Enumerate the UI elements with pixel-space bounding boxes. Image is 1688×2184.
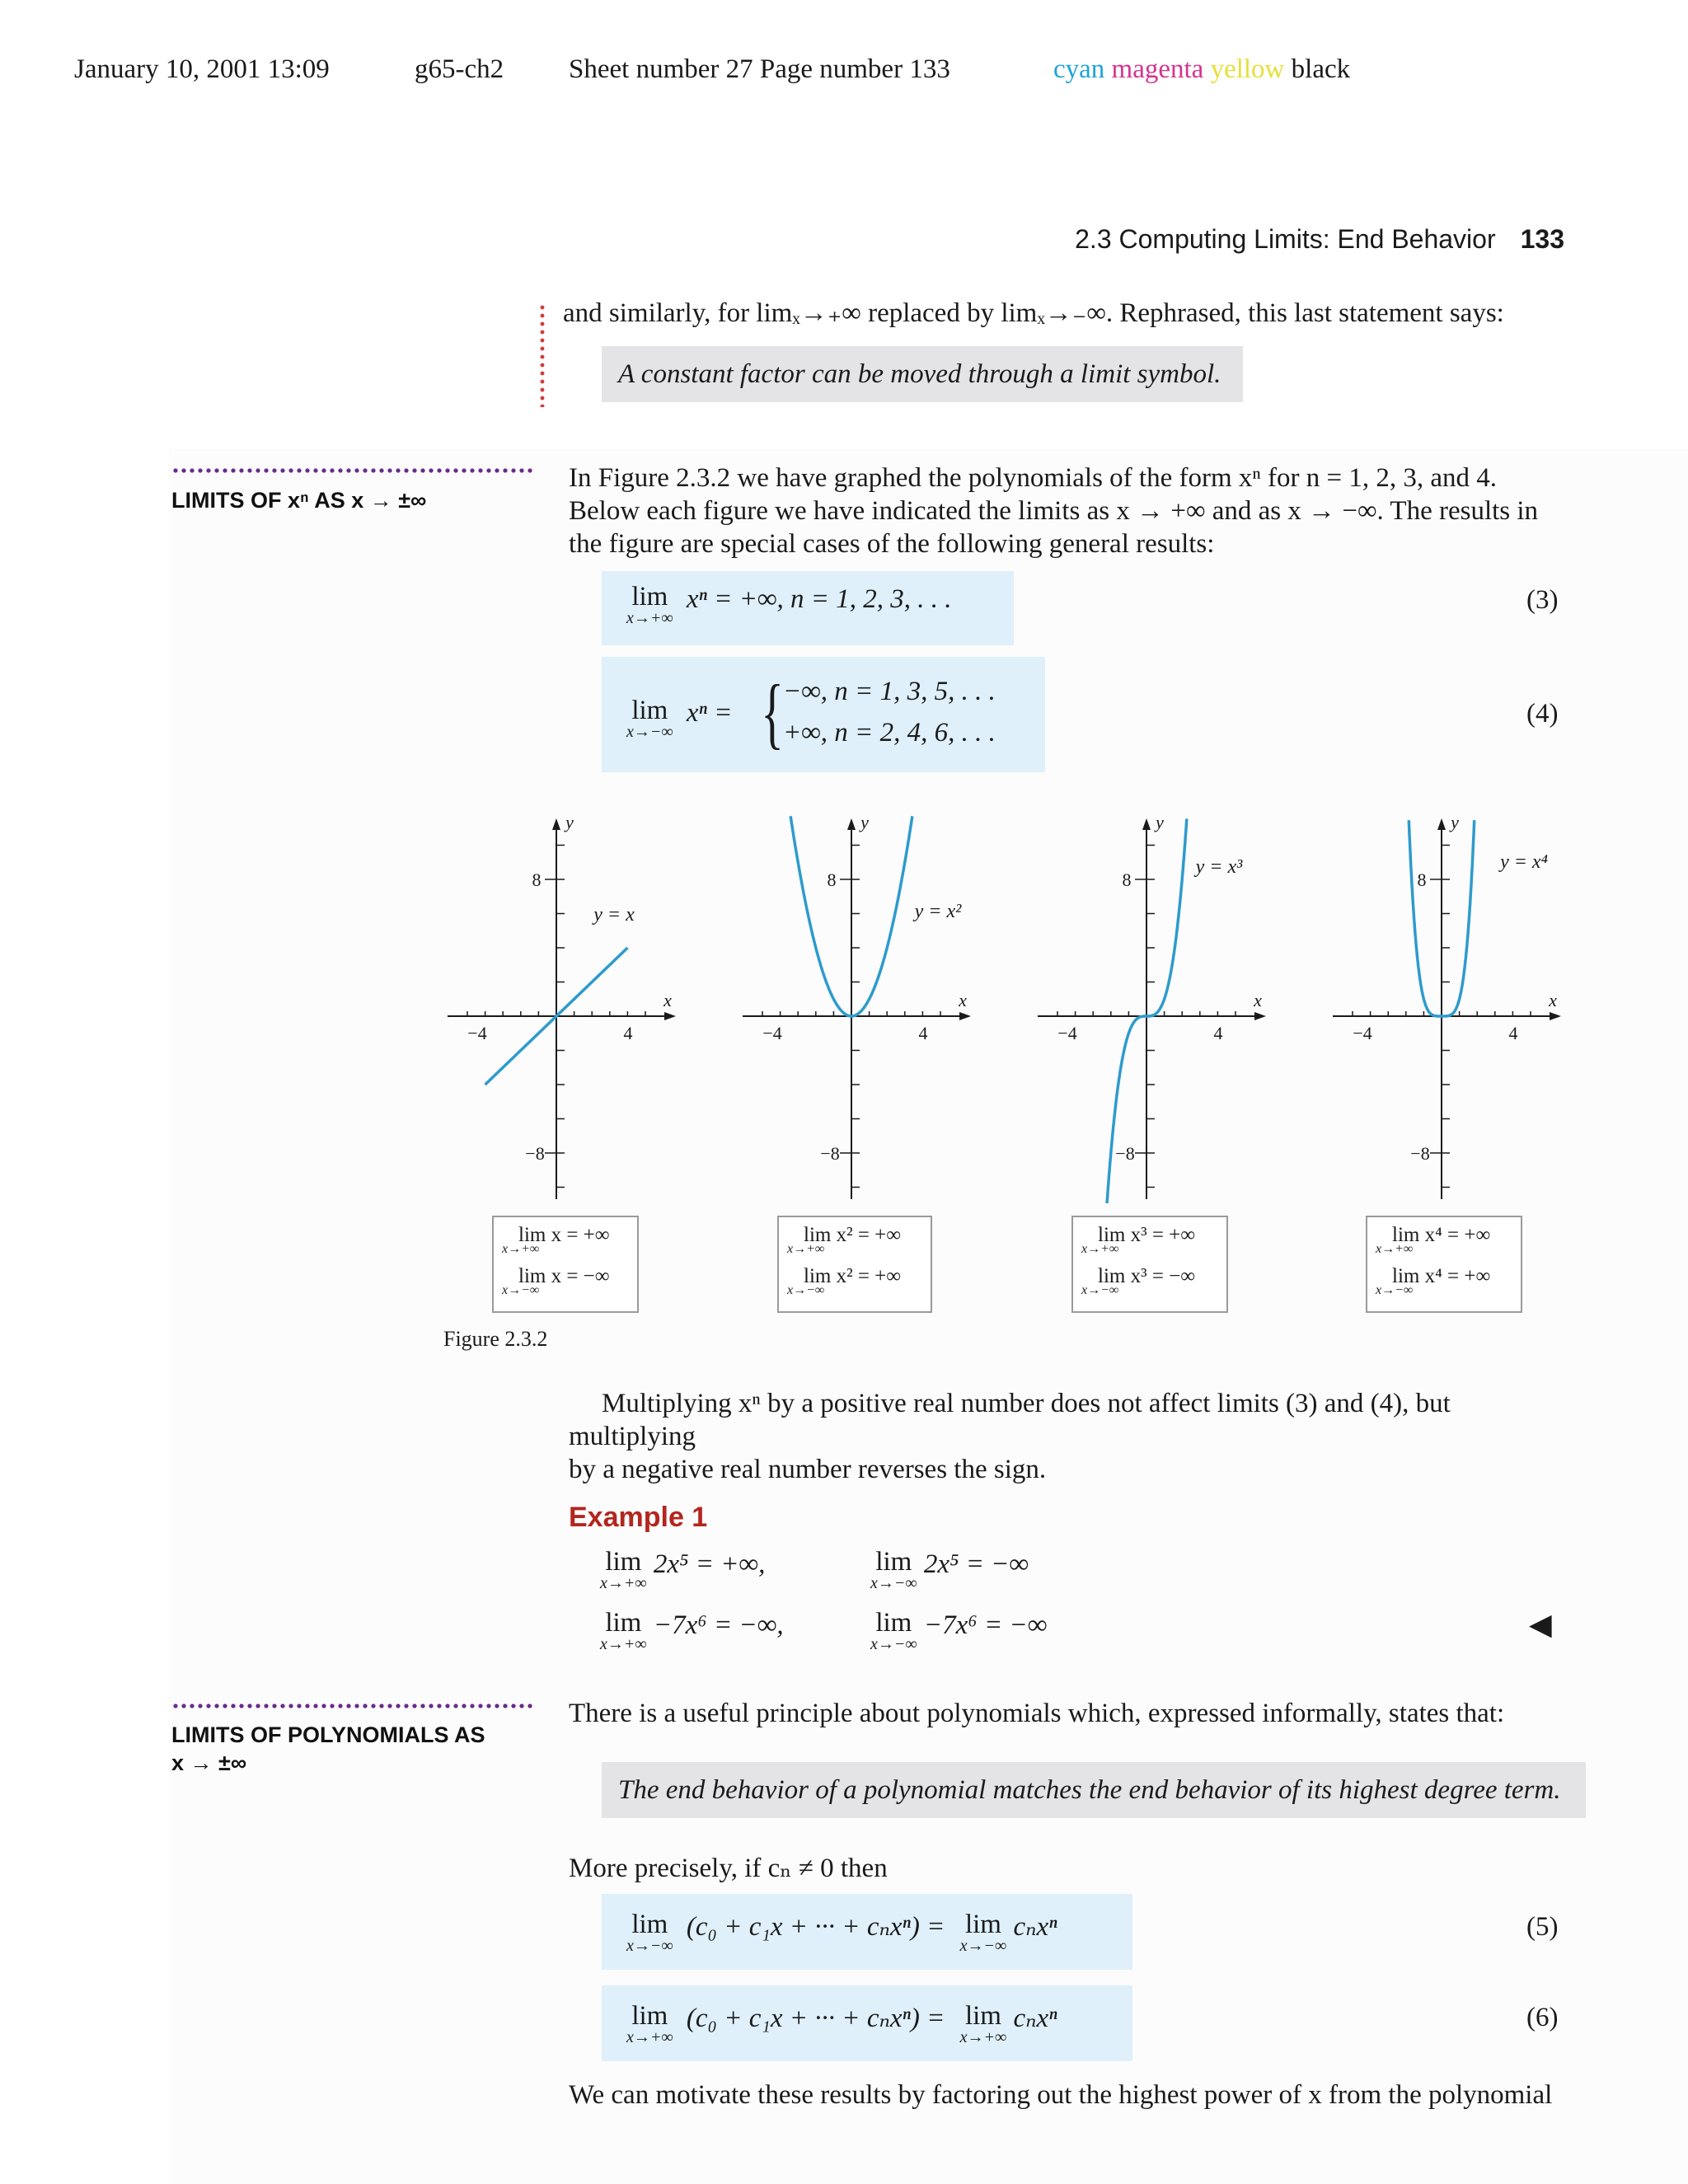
slug-yellow: yellow <box>1210 54 1285 84</box>
graph-3-limit-box <box>1071 1216 1228 1313</box>
paragraph-1 <box>569 462 1558 560</box>
page-number: 133 <box>1520 224 1564 254</box>
paragraph-2-line: by a negative real number reverses the sign. <box>569 1455 1047 1484</box>
margin-rule <box>540 303 545 407</box>
paragraph-2-line: Multiplying xⁿ by a positive real number does not affect limits (3) and (4), but multiplying <box>569 1389 1451 1451</box>
paragraph-1-line: Below each figure we have indicated the limits as x → +∞ and as x → −∞. The results in <box>569 496 1539 526</box>
graph-4-limit-box <box>1366 1216 1522 1313</box>
lim-operator: lim x→−∞ <box>870 1608 917 1653</box>
y-axis-arrow <box>847 818 856 830</box>
x-axis-arrow <box>664 1012 676 1020</box>
paragraph-1-line: In Figure 2.3.2 we have graphed the polynomials of the form xⁿ for n = 1, 2, 3, and 4. <box>569 463 1498 493</box>
curve-label: y = x³ <box>1195 856 1243 878</box>
x-axis-label: x <box>1254 990 1262 1010</box>
lim-operator: lim x→+∞ <box>959 2001 1007 2046</box>
y-axis-label: y <box>1156 812 1164 832</box>
x-tick-label: −4 <box>467 1023 487 1043</box>
equation-3 <box>626 583 952 626</box>
graph-3-limit-pos: lim x³ = +∞ <box>1098 1224 1196 1246</box>
sidebar-dots <box>171 1704 534 1708</box>
y-tick-label: −8 <box>525 1143 545 1164</box>
x-axis-arrow <box>959 1012 971 1020</box>
lim-operator: lim x→+∞ <box>626 582 673 627</box>
curve-label: y = x <box>593 904 635 926</box>
equation-4-lhs: lim x→−∞ xⁿ = <box>626 696 733 741</box>
slug-magenta: magenta <box>1111 54 1204 84</box>
y-axis-arrow <box>1142 818 1151 830</box>
paragraph-4: More precisely, if cₙ ≠ 0 then <box>569 1854 888 1883</box>
lim-operator: lim x→−∞ <box>959 1910 1007 1955</box>
limit-subscript: x→−∞ <box>1081 1283 1119 1297</box>
end-of-example-marker: ◀ <box>1529 1608 1552 1641</box>
x-axis-label: x <box>1549 990 1557 1010</box>
equation-3-box <box>602 571 1014 645</box>
x-axis-arrow <box>1550 1012 1561 1020</box>
limit-subscript: x→−∞ <box>787 1283 825 1297</box>
graph-3-limit-neg: lim x³ = −∞ <box>1098 1265 1196 1287</box>
curve-label: y = x⁴ <box>1500 851 1548 873</box>
graph-panel-1 <box>448 812 676 1199</box>
slug-sheet: Sheet number 27 Page number 133 <box>569 54 950 84</box>
y-axis-label: y <box>1451 812 1459 832</box>
equation-4-box <box>602 657 1045 772</box>
y-tick-label: 8 <box>1122 869 1132 890</box>
x-tick-label: 4 <box>918 1023 928 1043</box>
equation-5-number: (5) <box>1526 1912 1559 1942</box>
example-eq-2: lim x→−∞ 2x⁵ = −∞ <box>870 1547 1029 1592</box>
y-tick-label: 8 <box>532 869 542 890</box>
paragraph-2 <box>569 1387 1558 1486</box>
equation-4-number: (4) <box>1526 699 1559 729</box>
sidebar-dots <box>171 468 534 473</box>
equation-6-box <box>602 1985 1132 2061</box>
example-eq-4: lim x→−∞ −7x⁶ = −∞ <box>870 1608 1048 1653</box>
x-axis-label: x <box>959 990 967 1010</box>
sidebar-heading-limits-polynomials: LIMITS OF POLYNOMIALS AS x → ±∞ <box>171 1722 485 1775</box>
lim-operator: lim x→−∞ <box>626 696 673 741</box>
equation-6-number: (6) <box>1526 2003 1559 2032</box>
equation-4-case-1: −∞, n = 1, 3, 5, . . . <box>783 677 996 706</box>
slug-date: January 10, 2001 13:09 <box>74 54 330 84</box>
graph-1-limit-box <box>492 1216 639 1313</box>
paragraph-1-line: the figure are special cases of the following general results: <box>569 529 1215 559</box>
graph-1-limit-neg: lim x = −∞ <box>518 1265 610 1287</box>
lim-operator: lim x→−∞ <box>626 1910 673 1955</box>
graph-2-limit-pos: lim x² = +∞ <box>804 1224 902 1246</box>
limit-subscript: x→+∞ <box>787 1242 825 1256</box>
y-axis-arrow <box>1437 818 1446 830</box>
equation-6: lim x→+∞ (c₀ + c₁x + ··· + cₙxⁿ) = lim x→+∞ cₙxⁿ <box>626 2001 1057 2046</box>
lim-operator: lim x→−∞ <box>870 1547 917 1592</box>
curve-label: y = x² <box>914 901 962 922</box>
x-tick-label: 4 <box>623 1023 633 1043</box>
intro-line: and similarly, for limₓ→₊∞ replaced by limₓ→₋∞. Rephrased, this last statement says: <box>563 298 1504 328</box>
highlight-end-behavior: The end behavior of a polynomial matches the end behavior of its highest degree term. <box>602 1762 1586 1818</box>
example-title: Example 1 <box>569 1502 708 1533</box>
graph-panel-4 <box>1333 812 1561 1199</box>
graph-4-limit-neg: lim x⁴ = +∞ <box>1392 1265 1491 1287</box>
x-axis-arrow <box>1254 1012 1266 1020</box>
y-tick-label: −8 <box>1410 1143 1430 1164</box>
limit-subscript: x→−∞ <box>1376 1283 1414 1297</box>
limit-subscript: x→+∞ <box>1376 1242 1414 1256</box>
graph-2-limit-box <box>777 1216 932 1313</box>
section-title: 2.3 Computing Limits: End Behavior <box>1075 224 1496 254</box>
slug-file: g65-ch2 <box>415 54 504 84</box>
x-tick-label: 4 <box>1213 1023 1223 1043</box>
y-tick-label: −8 <box>1115 1143 1135 1164</box>
limit-subscript: x→+∞ <box>1081 1242 1119 1256</box>
graph-panel-3 <box>1038 812 1266 1203</box>
limit-subscript: x→+∞ <box>502 1242 540 1256</box>
lim-operator: lim x→+∞ <box>600 1608 647 1653</box>
example-eq-3: lim x→+∞ −7x⁶ = −∞, <box>600 1608 784 1653</box>
x-tick-label: −4 <box>1353 1023 1372 1043</box>
lim-operator: lim x→+∞ <box>626 2001 673 2046</box>
figure-caption: Figure 2.3.2 <box>443 1327 548 1351</box>
paragraph-5: We can motivate these results by factoring out the highest power of x from the polynomial <box>569 2080 1553 2110</box>
x-tick-label: −4 <box>1057 1023 1077 1043</box>
y-tick-label: −8 <box>820 1143 840 1164</box>
highlight-constant-factor: A constant factor can be moved through a limit symbol. <box>602 346 1243 402</box>
y-axis-arrow <box>552 818 560 830</box>
slug-black: black <box>1291 54 1351 84</box>
limit-subscript: x→−∞ <box>502 1283 540 1297</box>
graph-1-limit-pos: lim x = +∞ <box>518 1224 610 1246</box>
x-axis-label: x <box>663 990 672 1010</box>
slug-cyan: cyan <box>1053 54 1105 84</box>
y-tick-label: 8 <box>827 869 837 890</box>
example-eq-1: lim x→+∞ 2x⁵ = +∞, <box>600 1547 766 1592</box>
x-tick-label: 4 <box>1508 1023 1518 1043</box>
paragraph-3: There is a useful principle about polynomials which, expressed informally, states that: <box>569 1699 1505 1728</box>
graph-2-limit-neg: lim x² = +∞ <box>804 1265 902 1287</box>
sidebar-heading-limits-xn: LIMITS OF xⁿ AS x → ±∞ <box>171 488 427 513</box>
slug-colors <box>1053 54 1350 85</box>
equation-3-expr: xⁿ = +∞, n = 1, 2, 3, . . . <box>686 584 952 614</box>
equation-5: lim x→−∞ (c₀ + c₁x + ··· + cₙxⁿ) = lim x→−∞ cₙxⁿ <box>626 1910 1057 1955</box>
y-axis-label: y <box>860 812 869 832</box>
equation-4-case-2: +∞, n = 2, 4, 6, . . . <box>783 718 996 748</box>
lim-operator: lim x→+∞ <box>600 1547 647 1592</box>
y-axis-label: y <box>565 812 574 832</box>
brace: { <box>761 668 784 757</box>
graph-4-limit-pos: lim x⁴ = +∞ <box>1392 1224 1491 1246</box>
equation-5-box <box>602 1894 1132 1970</box>
figure-2-3-2 <box>429 812 1582 1207</box>
running-head <box>1075 224 1564 255</box>
graph-panel-2 <box>743 812 971 1199</box>
x-tick-label: −4 <box>762 1023 782 1043</box>
equation-3-number: (3) <box>1526 585 1559 615</box>
y-tick-label: 8 <box>1417 869 1427 890</box>
